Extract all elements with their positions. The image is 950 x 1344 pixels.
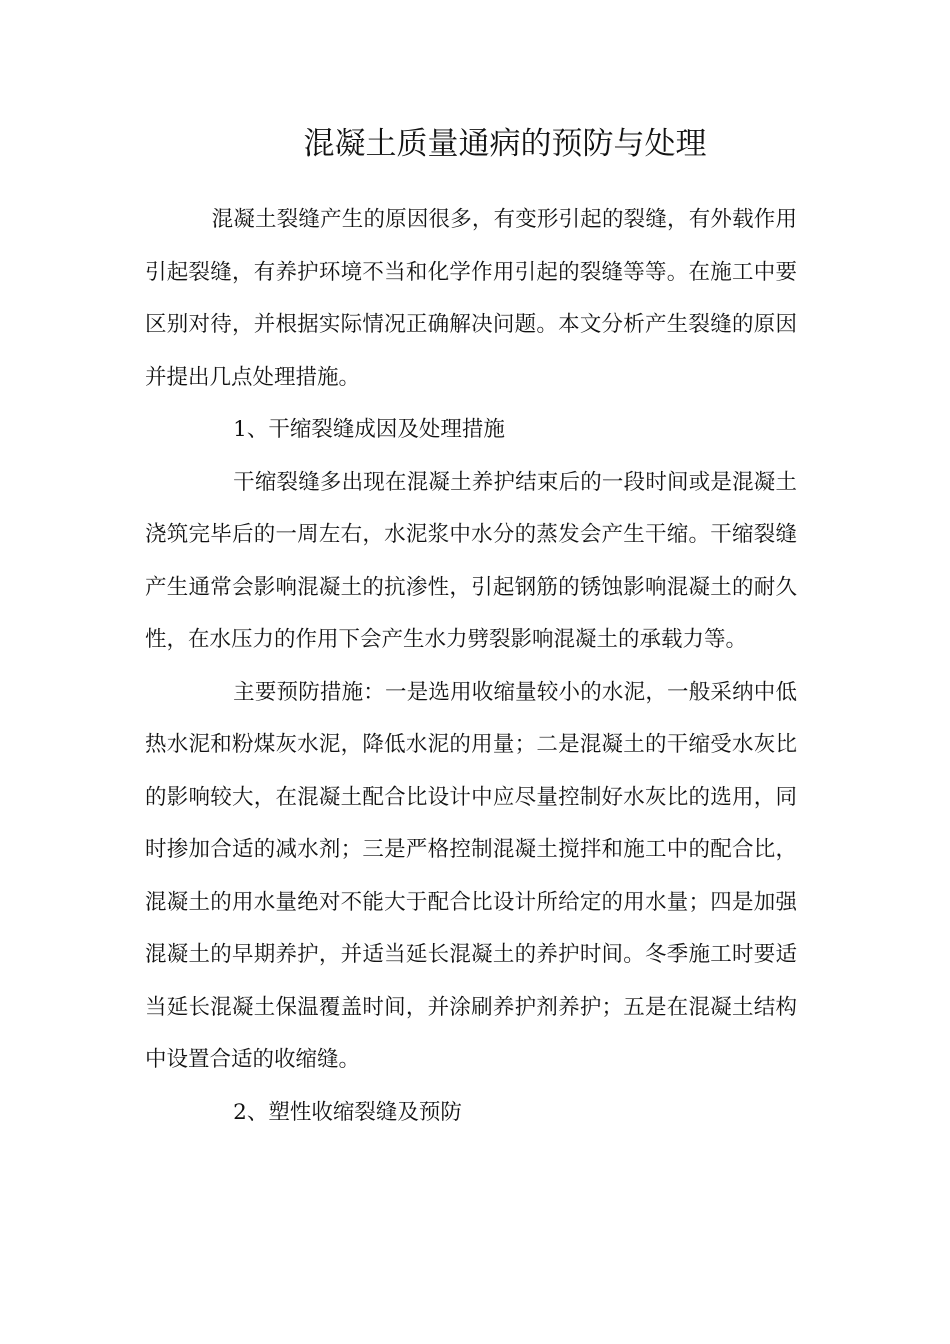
intro-paragraph: 混凝土裂缝产生的原因很多，有变形引起的裂缝，有外载作用引起裂缝，有养护环境不当和化学作用引起的裂缝等等。在施工中要区别对待，并根据实际情况正确解决问题。本文分析产生裂缝的原因并提出几点处理措施。 [145, 207, 797, 390]
document-body [145, 194, 797, 1139]
document-title: 混凝土质量通病的预防与处理 [303, 126, 707, 162]
prevention-measures-paragraph: 主要预防措施：一是选用收缩量较小的水泥，一般采纳中低热水泥和粉煤灰水泥，降低水泥的用量；二是混凝土的干缩受水灰比的影响较大，在混凝土配合比设计中应尽量控制好水灰比的选用，同时掺加合适的减水剂；三是严格控制混凝土搅拌和施工中的配合比，混凝土的用水量绝对不能大于配合比设计所给定的用水量；四是加强混凝土的早期养护，并适当延长混凝土的养护时间。冬季施工时要适当延长混凝土保温覆盖时间，并涂刷养护剂养护；五是在混凝土结构中设置合适的收缩缝。 [145, 679, 797, 1072]
section-heading-2: 2、塑性收缩裂缝及预防 [233, 1099, 462, 1125]
section-heading-1: 1、干缩裂缝成因及处理措施 [233, 417, 505, 442]
shrinkage-crack-paragraph: 干缩裂缝多出现在混凝土养护结束后的一段时间或是混凝土浇筑完毕后的一周左右，水泥浆中水分的蒸发会产生干缩。干缩裂缝产生通常会影响混凝土的抗渗性，引起钢筋的锈蚀影响混凝土的耐久性，在水压力的作用下会产生水力劈裂影响混凝土的承载力等。 [145, 469, 797, 652]
